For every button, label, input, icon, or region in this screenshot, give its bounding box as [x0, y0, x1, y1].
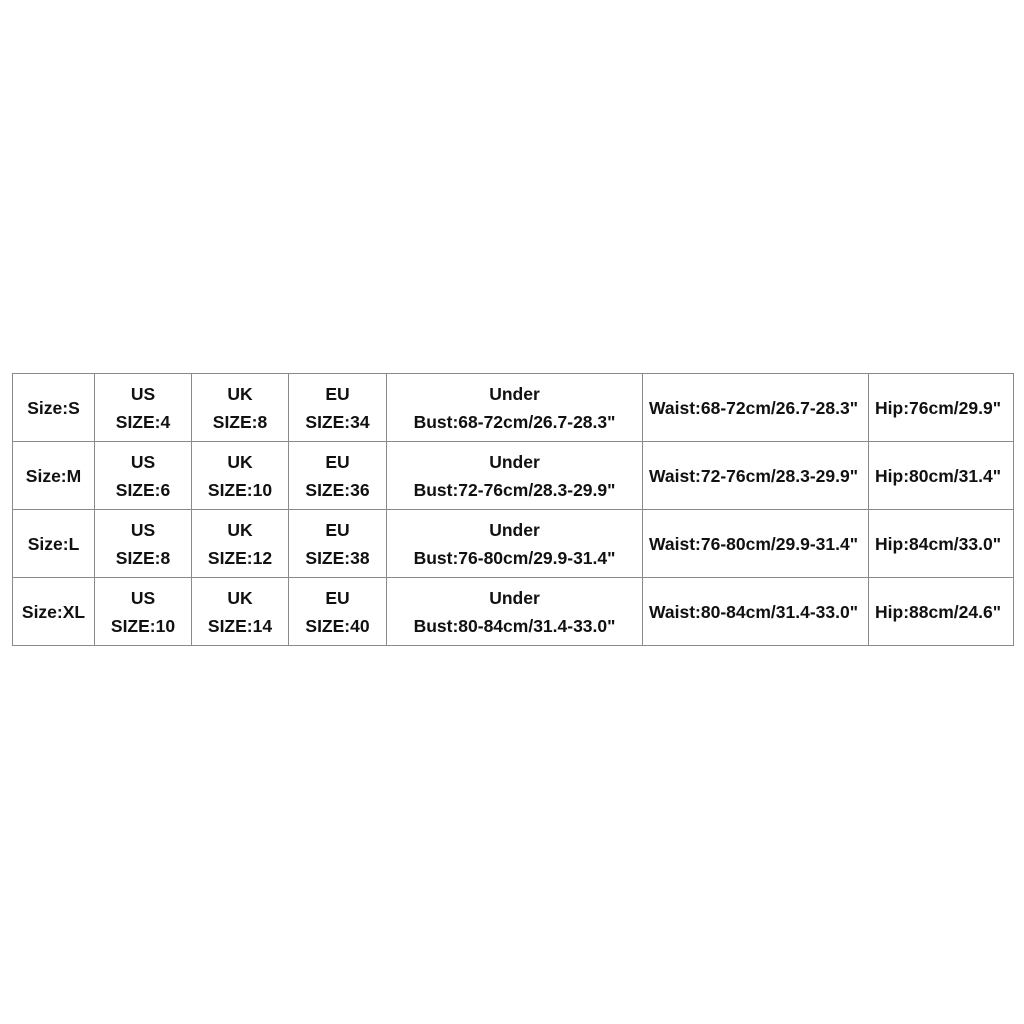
eu-size-cell: EU SIZE:34 — [289, 374, 387, 442]
eu-size-cell: EU SIZE:36 — [289, 442, 387, 510]
uk-size-cell: UK SIZE:14 — [192, 578, 289, 646]
size-cell: Size:S — [13, 374, 95, 442]
eu-size-cell: EU SIZE:38 — [289, 510, 387, 578]
uk-size-cell: UK SIZE:8 — [192, 374, 289, 442]
uk-size-cell: UK SIZE:12 — [192, 510, 289, 578]
under-bust-cell: Under Bust:72-76cm/28.3-29.9" — [387, 442, 643, 510]
waist-cell: Waist:76-80cm/29.9-31.4" — [643, 510, 869, 578]
hip-cell: Hip:80cm/31.4" — [869, 442, 1014, 510]
under-bust-cell: Under Bust:68-72cm/26.7-28.3" — [387, 374, 643, 442]
under-bust-cell: Under Bust:76-80cm/29.9-31.4" — [387, 510, 643, 578]
waist-cell: Waist:68-72cm/26.7-28.3" — [643, 374, 869, 442]
size-cell: Size:XL — [13, 578, 95, 646]
table-row — [13, 510, 1014, 578]
us-size-cell: US SIZE:10 — [95, 578, 192, 646]
hip-cell: Hip:88cm/24.6" — [869, 578, 1014, 646]
eu-size-cell: EU SIZE:40 — [289, 578, 387, 646]
us-size-cell: US SIZE:8 — [95, 510, 192, 578]
us-size-cell: US SIZE:4 — [95, 374, 192, 442]
uk-size-cell: UK SIZE:10 — [192, 442, 289, 510]
under-bust-cell: Under Bust:80-84cm/31.4-33.0" — [387, 578, 643, 646]
size-cell: Size:M — [13, 442, 95, 510]
size-cell: Size:L — [13, 510, 95, 578]
waist-cell: Waist:72-76cm/28.3-29.9" — [643, 442, 869, 510]
us-size-cell: US SIZE:6 — [95, 442, 192, 510]
waist-cell: Waist:80-84cm/31.4-33.0" — [643, 578, 869, 646]
hip-cell: Hip:84cm/33.0" — [869, 510, 1014, 578]
size-chart-table — [12, 373, 1014, 646]
table-row — [13, 578, 1014, 646]
table-row — [13, 442, 1014, 510]
table-row — [13, 374, 1014, 442]
hip-cell: Hip:76cm/29.9" — [869, 374, 1014, 442]
